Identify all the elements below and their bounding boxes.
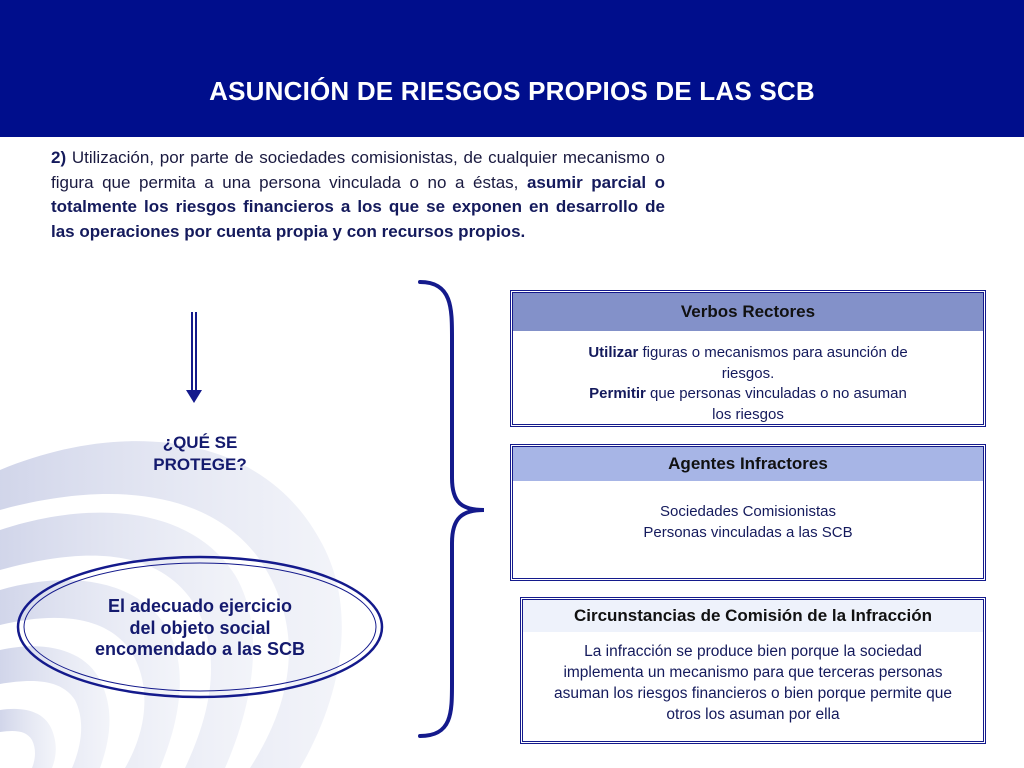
intro-number: 2) [51, 148, 67, 167]
protected-line-3: encomendado a las SCB [94, 639, 306, 659]
circunstancias-line-3: asuman los riesgos financieros o bien porque permite que [553, 685, 953, 702]
verb-utilizar: Utilizar [588, 344, 639, 361]
verb-utilizar-text-2: riesgos. [721, 364, 775, 382]
intro-paragraph [51, 146, 665, 244]
intro-emphasis: asumir parcial o totalmente los riesgos financieros a los que se exponen en desarrollo de las operaciones por cuenta propia y con recursos propios. [51, 172, 666, 241]
circunstancias-line-1: La infracción se produce bien porque la sociedad [584, 643, 922, 660]
verb-utilizar-text: figuras o mecanismos para asunción de [638, 344, 908, 361]
circunstancias-box [520, 597, 986, 744]
intro-text: Utilización, por parte de sociedades comisionistas, de cualquier mecanismo o figura que permita a una persona vinculada o no a éstas, [51, 148, 665, 192]
agentes-infractores-title: Agentes Infractores [513, 447, 983, 481]
protected-line-1: El adecuado ejercicio [107, 596, 293, 616]
question-heading [120, 432, 280, 476]
circunstancias-line-2: implementa un mecanismo para que terceras personas [563, 664, 943, 681]
verb-permitir-text-2: los riesgos [712, 405, 784, 423]
down-arrow-icon [180, 312, 210, 404]
agent-personas: Personas vinculadas a las SCB [643, 523, 853, 541]
circunstancias-body [523, 632, 983, 725]
right-brace [412, 278, 492, 740]
protected-object [55, 596, 345, 661]
verb-permitir-text: que personas vinculadas o no asuman [645, 385, 907, 402]
protected-line-2: del objeto social [129, 617, 271, 638]
slide-title: ASUNCIÓN DE RIESGOS PROPIOS DE LAS SCB [209, 76, 815, 106]
circunstancias-line-4: otros los asuman por ella [666, 706, 840, 723]
agentes-infractores-box [510, 444, 986, 581]
verb-permitir: Permitir [589, 385, 646, 402]
circunstancias-title: Circunstancias de Comisión de la Infracción [523, 600, 983, 632]
question-line-2: PROTEGE? [153, 455, 247, 474]
agent-sociedades: Sociedades Comisionistas [660, 503, 836, 520]
question-line-1: ¿QUÉ SE [162, 433, 238, 452]
verbos-rectores-body [513, 331, 983, 425]
verbos-rectores-box [510, 290, 986, 427]
verbos-rectores-title: Verbos Rectores [513, 293, 983, 331]
title-bar [0, 0, 1024, 137]
agentes-infractores-body [513, 481, 983, 543]
